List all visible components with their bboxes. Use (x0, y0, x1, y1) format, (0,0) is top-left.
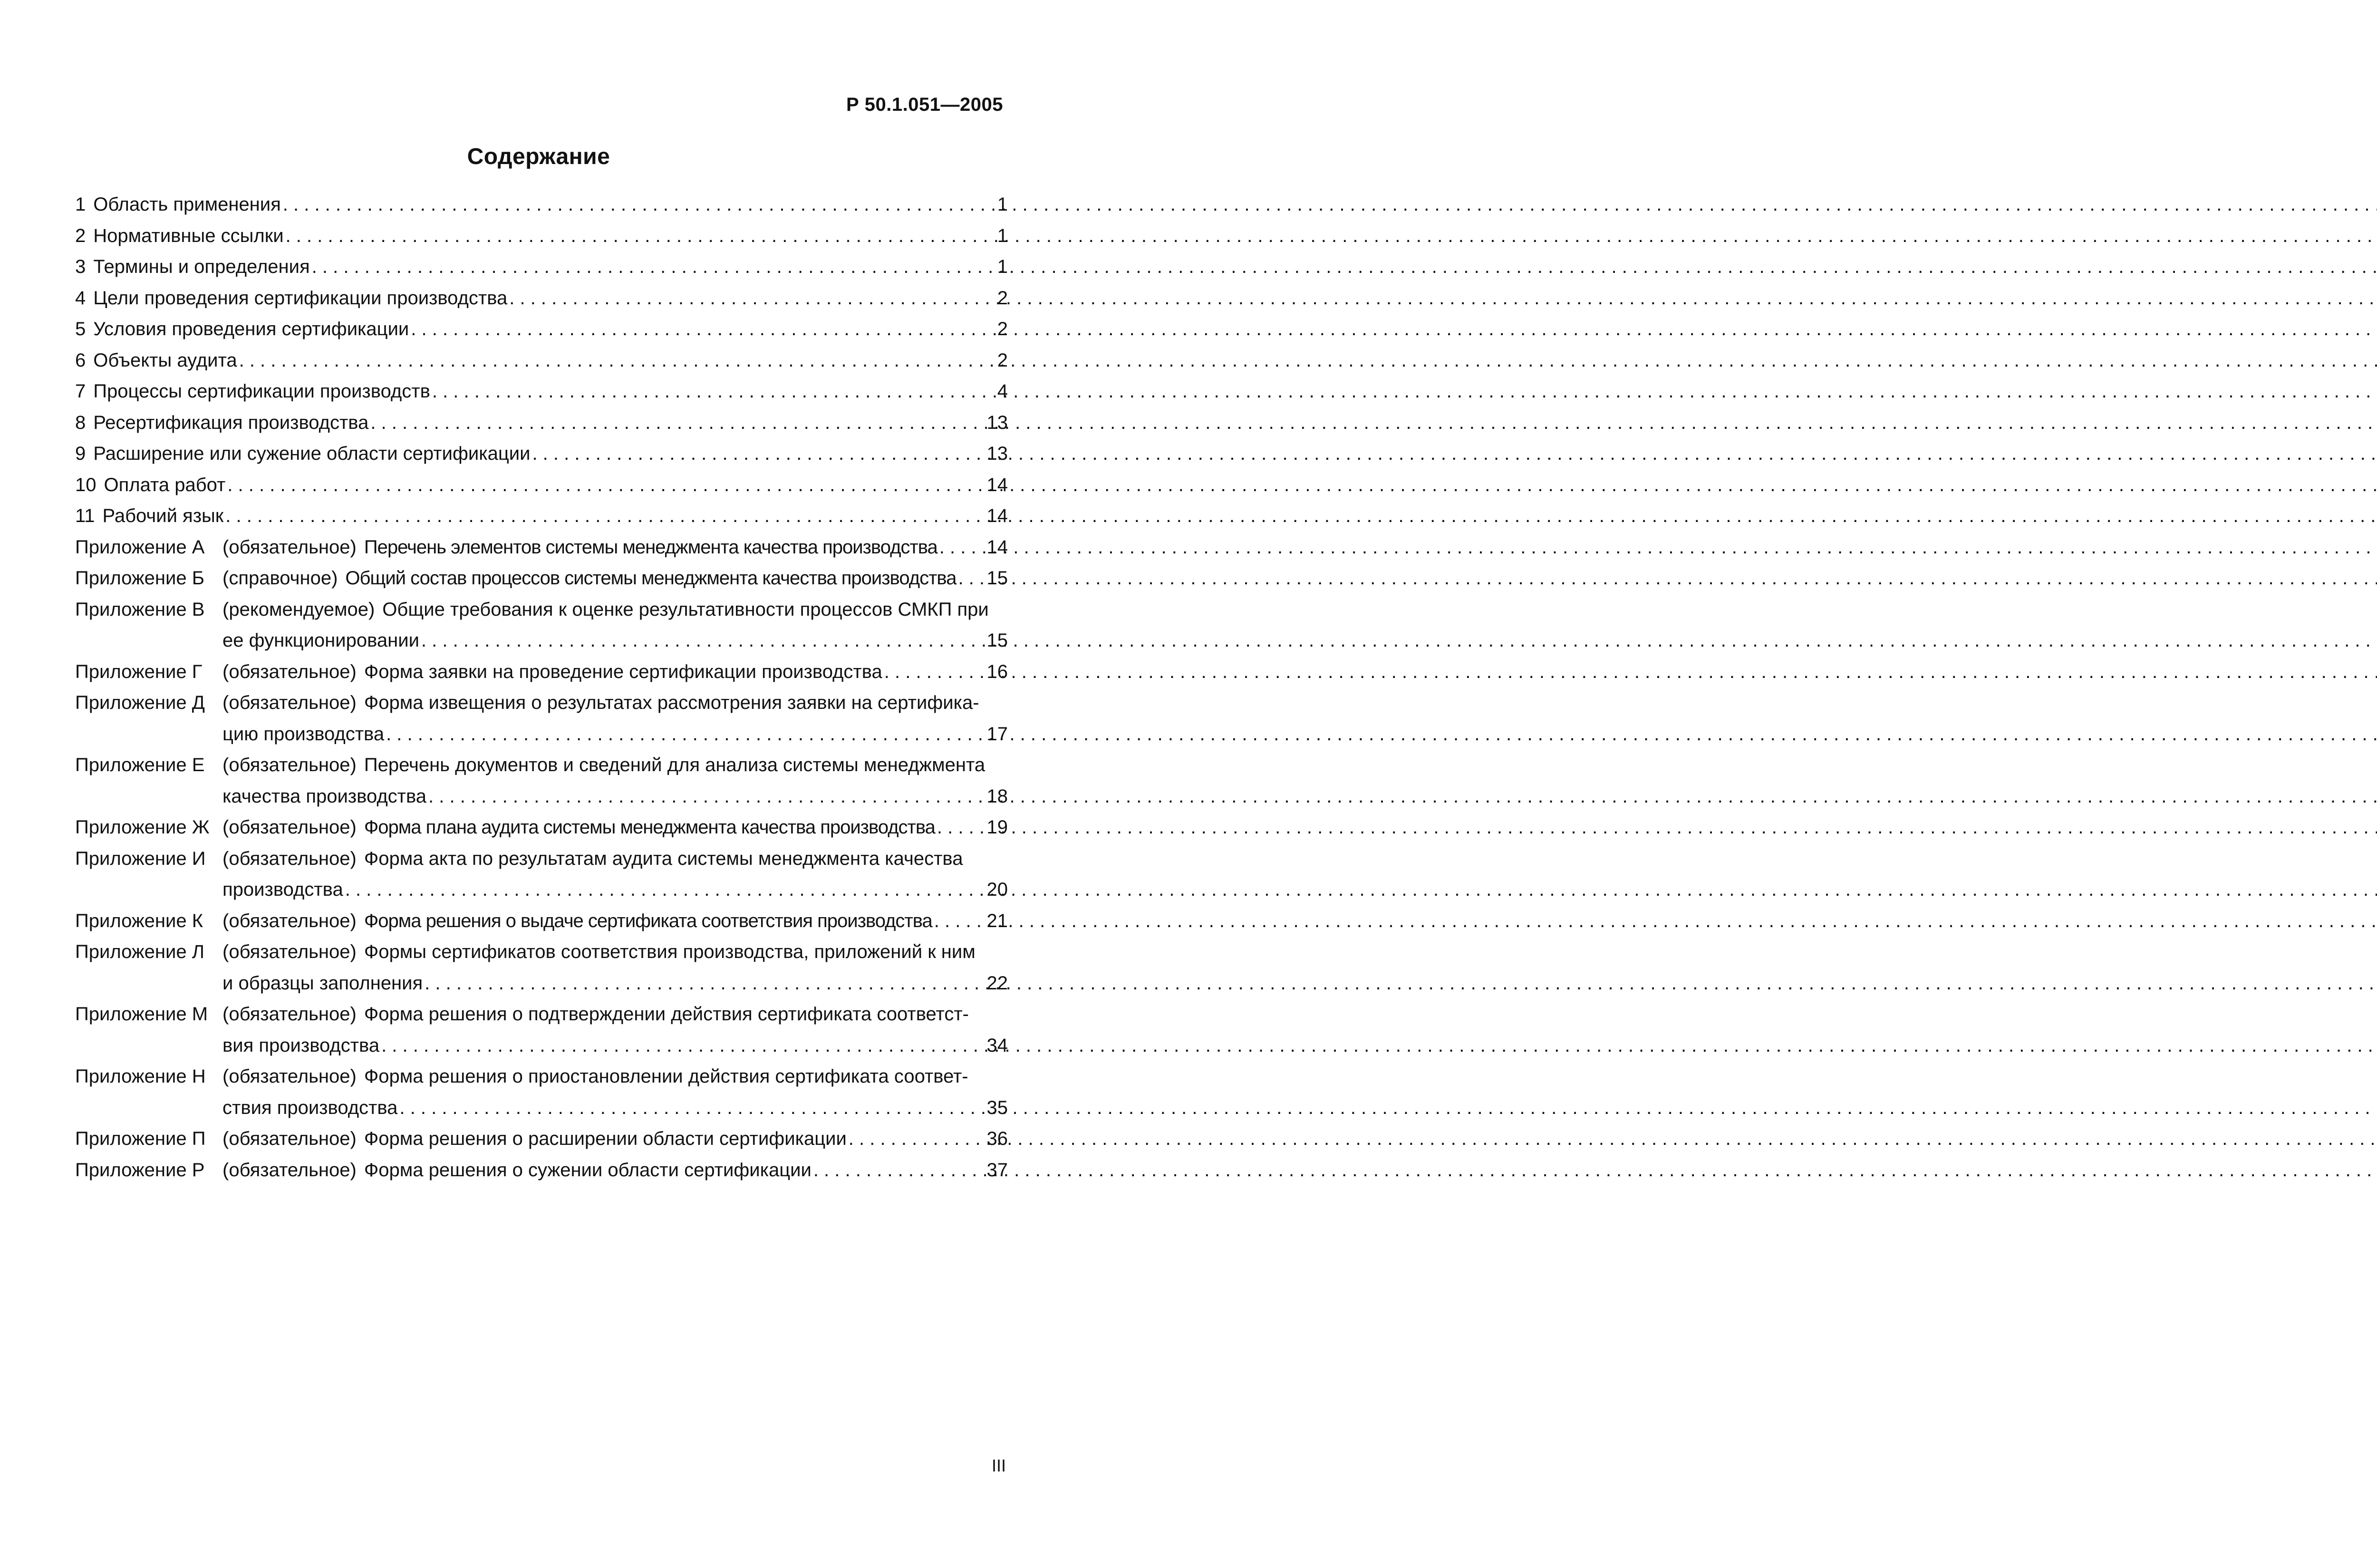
toc-appendix-entry[interactable] (75, 687, 1008, 719)
toc-entry[interactable] (75, 501, 1008, 532)
toc-entry-continuation[interactable] (75, 1093, 1008, 1124)
dot-leader (399, 1093, 984, 1124)
dot-leader (345, 874, 984, 906)
toc-entry[interactable] (75, 189, 1008, 221)
appendix-name: Приложение В (75, 599, 205, 620)
entry-title: Процессы сертификации производств (93, 381, 430, 402)
toc-entry[interactable] (75, 376, 1008, 407)
toc-entry-continuation[interactable] (75, 1030, 1008, 1062)
appendix-status: (обязательное) (222, 910, 357, 931)
appendix-status: (обязательное) (222, 1159, 357, 1181)
toc-appendix-entry[interactable] (75, 563, 1008, 594)
toc-entry[interactable] (75, 221, 1008, 252)
appendix-name: Приложение П (75, 1128, 206, 1149)
dot-leader (225, 501, 984, 532)
toc-appendix-entry[interactable] (75, 999, 1008, 1030)
entry-title: Оплата работ (104, 474, 226, 495)
toc-appendix-entry[interactable] (75, 750, 1008, 781)
entry-title: Общие требования к оценке результативности процессов СМКП при (382, 599, 989, 620)
appendix-name: Приложение Б (75, 568, 204, 589)
dot-leader (381, 1030, 984, 1062)
dot-leader (386, 719, 984, 750)
section-number: 4 (75, 287, 86, 309)
toc-entry[interactable] (75, 470, 1008, 501)
document-code: Р 50.1.051—2005 (846, 94, 1003, 115)
entry-title-continued: ствия производства (222, 1097, 398, 1118)
dot-leader (934, 906, 984, 937)
dot-leader (239, 345, 984, 377)
entry-title: Перечень элементов системы менеджмента качества производства (364, 536, 937, 558)
appendix-name: Приложение И (75, 848, 206, 869)
entry-title: Объекты аудита (93, 349, 237, 371)
entry-title: Форма решения о приостановлении действия сертификата соответ- (364, 1066, 968, 1087)
section-number: 5 (75, 319, 86, 339)
dot-leader (428, 781, 984, 813)
entry-title: Общий состав процессов системы менеджмента качества производства (345, 568, 957, 589)
page-number: 13 (986, 443, 1008, 464)
appendix-name: Приложение М (75, 1004, 208, 1025)
entry-title: Рабочий язык (102, 505, 224, 526)
entry-title: Перечень документов и сведений для анализа системы менеджмента (364, 755, 986, 775)
appendix-name: Приложение Г (75, 661, 203, 682)
appendix-status: (обязательное) (222, 1128, 357, 1149)
toc-entry-continuation[interactable] (75, 874, 1008, 906)
page-folio: III (991, 1456, 1006, 1475)
toc-entry[interactable] (75, 252, 1008, 283)
entry-title: Цели проведения сертификации производства (93, 287, 508, 309)
toc-appendix-entry[interactable] (75, 594, 1008, 626)
page-number: 22 (986, 972, 1008, 994)
appendix-name: Приложение А (75, 536, 205, 558)
toc-entry-continuation[interactable] (75, 781, 1008, 813)
toc-appendix-entry[interactable] (75, 906, 1008, 937)
dot-leader (849, 1123, 984, 1155)
dot-leader (425, 968, 984, 999)
dot-leader (813, 1155, 984, 1186)
dot-leader (411, 314, 984, 345)
toc-entry-continuation[interactable] (75, 968, 1008, 999)
page-number: 19 (986, 817, 1008, 838)
dot-leader (884, 657, 984, 688)
appendix-status: (обязательное) (222, 817, 357, 838)
dot-leader (370, 407, 984, 439)
toc-title: Содержание (467, 144, 610, 169)
section-number: 2 (75, 225, 86, 246)
entry-title-continued: вия производства (222, 1035, 380, 1056)
toc-entry[interactable] (75, 407, 1008, 439)
section-number: 11 (75, 505, 95, 526)
page-number: 1 (997, 225, 1008, 246)
appendix-status: (справочное) (222, 568, 338, 589)
appendix-name: Приложение Л (75, 941, 204, 962)
page-number: 36 (986, 1128, 1008, 1149)
dot-leader (421, 625, 984, 657)
toc-appendix-entry[interactable] (75, 657, 1008, 688)
dot-leader (227, 470, 984, 501)
appendix-name: Приложение Е (75, 755, 205, 775)
toc-appendix-entry[interactable] (75, 1123, 1008, 1155)
page-number: 14 (986, 505, 1008, 526)
dot-leader (939, 532, 984, 563)
appendix-name: Приложение Д (75, 692, 205, 713)
page-number: 35 (986, 1097, 1008, 1118)
appendix-status: (обязательное) (222, 692, 357, 713)
section-number: 9 (75, 443, 86, 464)
entry-title: Форма решения о расширении области сертификации (364, 1128, 847, 1149)
entry-title: Условия проведения сертификации (93, 319, 409, 339)
page-number: 2 (997, 287, 1008, 309)
dot-leader (937, 812, 984, 843)
section-number: 8 (75, 412, 86, 433)
section-number: 7 (75, 381, 86, 402)
dot-leader (286, 221, 984, 252)
toc-entry[interactable] (75, 283, 1008, 314)
page-number: 14 (986, 536, 1008, 558)
entry-title-continued: ее функционировании (222, 630, 419, 651)
entry-title: Формы сертификатов соответствия производства, приложений к ним (364, 941, 976, 962)
section-number: 1 (75, 194, 86, 215)
appendix-name: Приложение Р (75, 1159, 205, 1181)
entry-title: Нормативные ссылки (93, 225, 284, 246)
page-number: 4 (997, 381, 1008, 402)
entry-title: Форма извещения о результатах рассмотрения заявки на сертифика- (364, 692, 979, 713)
page-number: 17 (986, 723, 1008, 745)
section-number: 3 (75, 256, 86, 277)
toc-entry-continuation[interactable] (75, 719, 1008, 750)
dot-leader (532, 438, 984, 470)
page-number: 2 (997, 319, 1008, 339)
table-of-contents (75, 189, 1008, 1186)
entry-title: Форма заявки на проведение сертификации производства (364, 661, 882, 682)
toc-appendix-entry[interactable] (75, 532, 1008, 563)
entry-title: Ресертификация производства (93, 412, 369, 433)
entry-title: Форма решения о выдаче сертификата соответствия производства (364, 910, 932, 931)
entry-title: Форма плана аудита системы менеджмента качества производства (364, 817, 935, 838)
page-number: 2 (997, 349, 1008, 371)
dot-leader (958, 563, 984, 594)
section-number: 6 (75, 349, 86, 371)
toc-entry[interactable] (75, 345, 1008, 377)
appendix-name: Приложение К (75, 910, 203, 931)
section-number: 10 (75, 474, 97, 495)
page-number: 34 (986, 1035, 1008, 1056)
page-number: 1 (997, 194, 1008, 215)
page-number: 1 (997, 256, 1008, 277)
entry-title-continued: и образцы заполнения (222, 972, 423, 994)
toc-appendix-entry[interactable] (75, 1155, 1008, 1186)
dot-leader (509, 283, 984, 314)
page-number: 14 (986, 474, 1008, 495)
appendix-status: (обязательное) (222, 848, 357, 869)
toc-appendix-entry[interactable] (75, 937, 1008, 968)
entry-title-continued: качества производства (222, 785, 427, 807)
appendix-status: (обязательное) (222, 1066, 357, 1087)
appendix-status: (обязательное) (222, 536, 357, 558)
appendix-status: (обязательное) (222, 1004, 357, 1025)
toc-appendix-entry[interactable] (75, 1061, 1008, 1093)
page-number: 18 (986, 785, 1008, 807)
entry-title-continued: цию производства (222, 723, 385, 745)
page-number: 37 (986, 1159, 1008, 1181)
toc-entry[interactable] (75, 438, 1008, 470)
appendix-name: Приложение Ж (75, 817, 210, 838)
dot-leader (283, 189, 984, 221)
toc-entry[interactable] (75, 314, 1008, 345)
dot-leader (432, 376, 984, 407)
page-number: 15 (986, 568, 1008, 589)
appendix-status: (обязательное) (222, 755, 357, 775)
appendix-status: (рекомендуемое) (222, 599, 375, 620)
dot-leader (312, 252, 984, 283)
appendix-name: Приложение Н (75, 1066, 206, 1087)
toc-entry-continuation[interactable] (75, 625, 1008, 657)
entry-title: Форма решения о подтверждении действия сертификата соответст- (364, 1004, 969, 1025)
entry-title-continued: производства (222, 879, 343, 900)
page-number: 16 (986, 661, 1008, 682)
entry-title: Область применения (93, 194, 281, 215)
page-number: 15 (986, 630, 1008, 651)
entry-title: Термины и определения (93, 256, 310, 277)
toc-appendix-entry[interactable] (75, 812, 1008, 843)
entry-title: Форма акта по результатам аудита системы менеджмента качества (364, 848, 963, 869)
entry-title: Форма решения о сужении области сертификации (364, 1159, 812, 1181)
page-number: 20 (986, 879, 1008, 900)
toc-appendix-entry[interactable] (75, 843, 1008, 875)
page-number: 21 (986, 910, 1008, 931)
entry-title: Расширение или сужение области сертификации (93, 443, 531, 464)
appendix-status: (обязательное) (222, 661, 357, 682)
page-number: 13 (986, 412, 1008, 433)
appendix-status: (обязательное) (222, 941, 357, 962)
